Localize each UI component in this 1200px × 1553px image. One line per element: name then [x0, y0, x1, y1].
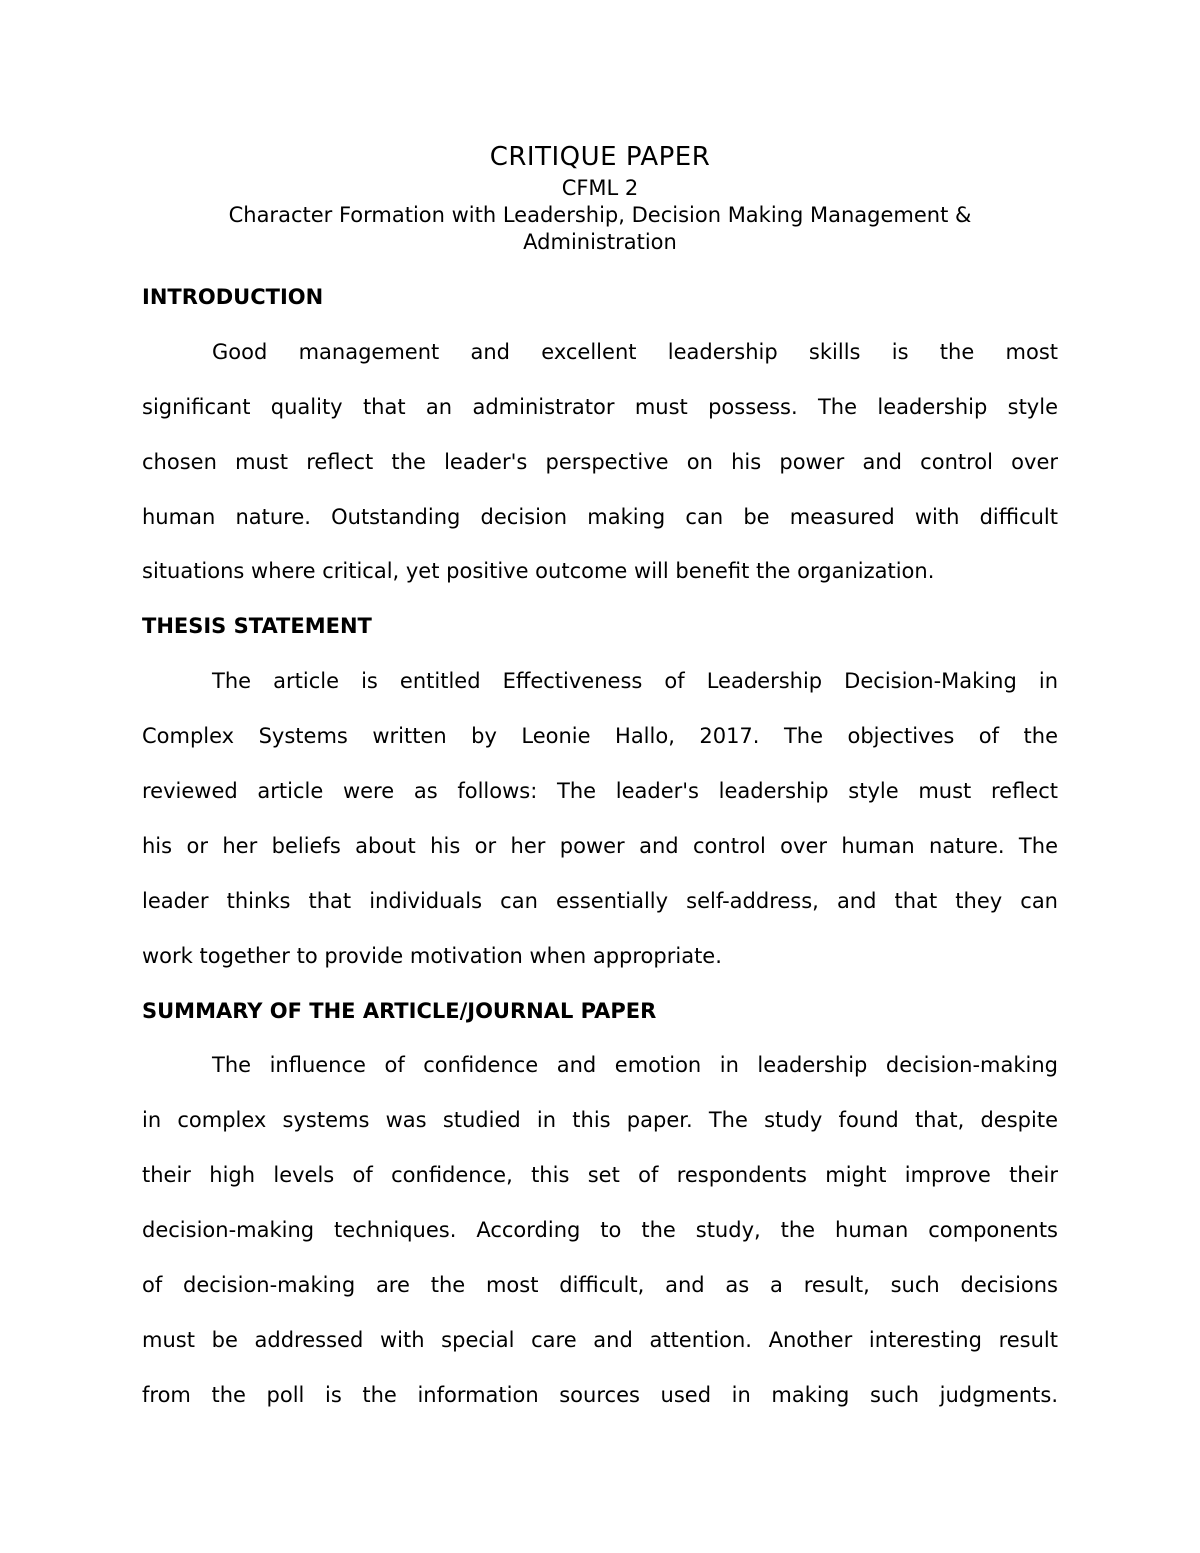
summary-line: decision-making techniques. According to the study, the human components — [142, 1218, 1058, 1242]
summary-line: in complex systems was studied in this paper. The study found that, despite — [142, 1108, 1058, 1132]
course-subtitle-line-2: Administration — [523, 230, 677, 254]
thesis-line: his or her beliefs about his or her power and control over human nature. The — [142, 834, 1058, 858]
thesis-heading: THESIS STATEMENT — [142, 614, 372, 638]
course-code: CFML 2 — [561, 176, 639, 200]
introduction-line: significant quality that an administrator must possess. The leadership style — [142, 395, 1058, 419]
introduction-line: situations where critical, yet positive outcome will benefit the organization. — [142, 559, 935, 583]
thesis-line: work together to provide motivation when appropriate. — [142, 944, 722, 968]
summary-line: of decision-making are the most difficult, and as a result, such decisions — [142, 1273, 1058, 1297]
summary-line: their high levels of confidence, this set of respondents might improve their — [142, 1163, 1058, 1187]
thesis-line: leader thinks that individuals can essentially self-address, and that they can — [142, 889, 1058, 913]
thesis-line: The article is entitled Effectiveness of Leadership Decision-Making in — [212, 669, 1058, 693]
document-title: CRITIQUE PAPER — [489, 142, 711, 172]
course-subtitle-line-1: Character Formation with Leadership, Decision Making Management & — [228, 203, 972, 227]
summary-heading: SUMMARY OF THE ARTICLE/JOURNAL PAPER — [142, 999, 657, 1023]
introduction-line: Good management and excellent leadership skills is the most — [212, 340, 1058, 364]
thesis-line: Complex Systems written by Leonie Hallo, 2017. The objectives of the — [142, 724, 1058, 748]
summary-line: The influence of confidence and emotion in leadership decision-making — [212, 1053, 1058, 1077]
introduction-line: human nature. Outstanding decision making can be measured with difficult — [142, 505, 1058, 529]
thesis-line: reviewed article were as follows: The leader's leadership style must reflect — [142, 779, 1058, 803]
introduction-heading: INTRODUCTION — [142, 285, 324, 309]
summary-line: from the poll is the information sources used in making such judgments. — [142, 1383, 1058, 1407]
summary-line: must be addressed with special care and attention. Another interesting result — [142, 1328, 1058, 1352]
introduction-line: chosen must reflect the leader's perspective on his power and control over — [142, 450, 1058, 474]
